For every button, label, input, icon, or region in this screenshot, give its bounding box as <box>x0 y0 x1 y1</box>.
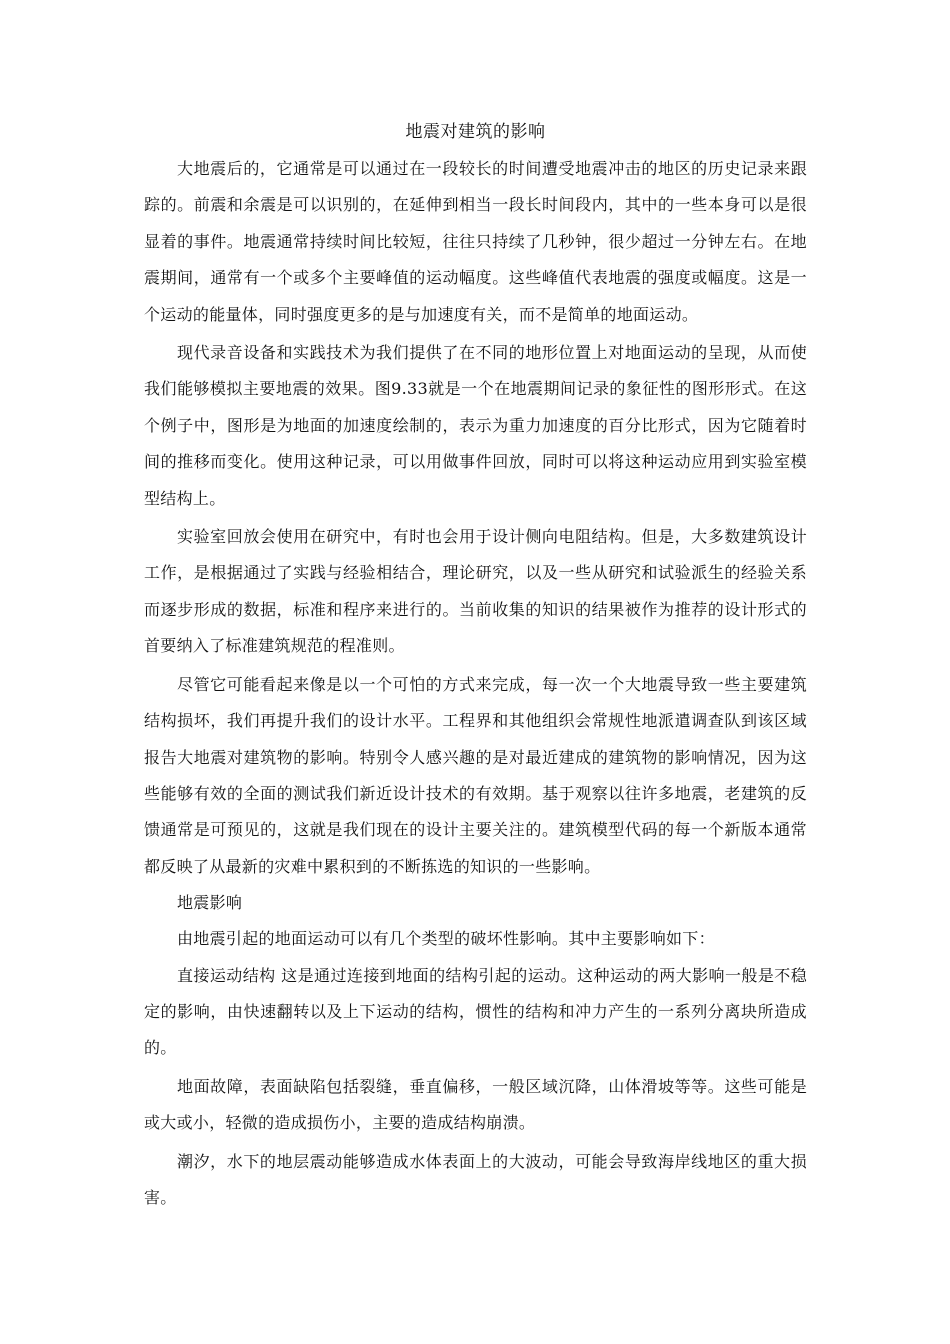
paragraph-3: 实验室回放会使用在研究中，有时也会用于设计侧向电阻结构。但是，大多数建筑设计工作，是根据通过了实践与经验相结合，理论研究，以及一些从研究和试验派生的经验关系而逐步形成的数据，标准和程序来进行的。当前收集的知识的结果被作为推荐的设计形式的首要纳入了标准建筑规范的程准则。 <box>144 527 807 656</box>
paragraph-4: 尽管它可能看起来像是以一个可怕的方式来完成，每一次一个大地震导致一些主要建筑结构损坏，我们再提升我们的设计水平。工程界和其他组织会常规性地派遣调查队到该区域报告大地震对建筑物的影响。特别令人感兴趣的是对最近建成的建筑物的影响情况，因为这些能够有效的全面的测试我们新近设计技术的有效期。基于观察以往许多地震，老建筑的反馈通常是可预见的，这就是我们现在的设计主要关注的。建筑模型代码的每一个新版本通常都反映了从最新的灾难中累积到的不断拣选的知识的一些影响。 <box>144 674 807 876</box>
paragraph-1: 大地震后的，它通常是可以通过在一段较长的时间遭受地震冲击的地区的历史记录来跟踪的。前震和余震是可以识别的，在延伸到相当一段长时间段内，其中的一些本身可以是很显着的事件。地震通常持续时间比较短，往往只持续了几秒钟，很少超过一分钟左右。在地震期间，通常有一个或多个主要峰值的运动幅度。这些峰值代表地震的强度或幅度。这是一个运动的能量体，同时强度更多的是与加速度有关，而不是简单的地面运动。 <box>144 159 807 324</box>
section-subheading: 地震影响 <box>177 893 243 913</box>
effects-intro: 由地震引起的地面运动可以有几个类型的破坏性影响。其中主要影响如下： <box>177 929 715 949</box>
effect-tsunami: 潮汐，水下的地层震动能够造成水体表面上的大波动，可能会导致海岸线地区的重大损害。 <box>144 1151 807 1207</box>
paragraph-2: 现代录音设备和实践技术为我们提供了在不同的地形位置上对地面运动的呈现，从而使我们能够模拟主要地震的效果。图9.33就是一个在地震期间记录的象征性的图形形式。在这个例子中，图形是为地面的加速度绘制的，表示为重力加速度的百分比形式，因为它随着时间的推移而变化。使用这种记录，可以用做事件回放，同时可以将这种运动应用到实验室模型结构上。 <box>144 343 807 508</box>
effect-direct-motion: 直接运动结构 这是通过连接到地面的结构引起的运动。这种运动的两大影响一般是不稳定的影响，由快速翻转以及上下运动的结构，惯性的结构和冲力产生的一系列分离块所造成的。 <box>144 965 807 1058</box>
document-title: 地震对建筑的影响 <box>405 122 546 142</box>
effect-ground-failure: 地面故障，表面缺陷包括裂缝，垂直偏移，一般区域沉降，山体滑坡等等。这些可能是或大或小，轻微的造成损伤小，主要的造成结构崩溃。 <box>144 1076 807 1133</box>
